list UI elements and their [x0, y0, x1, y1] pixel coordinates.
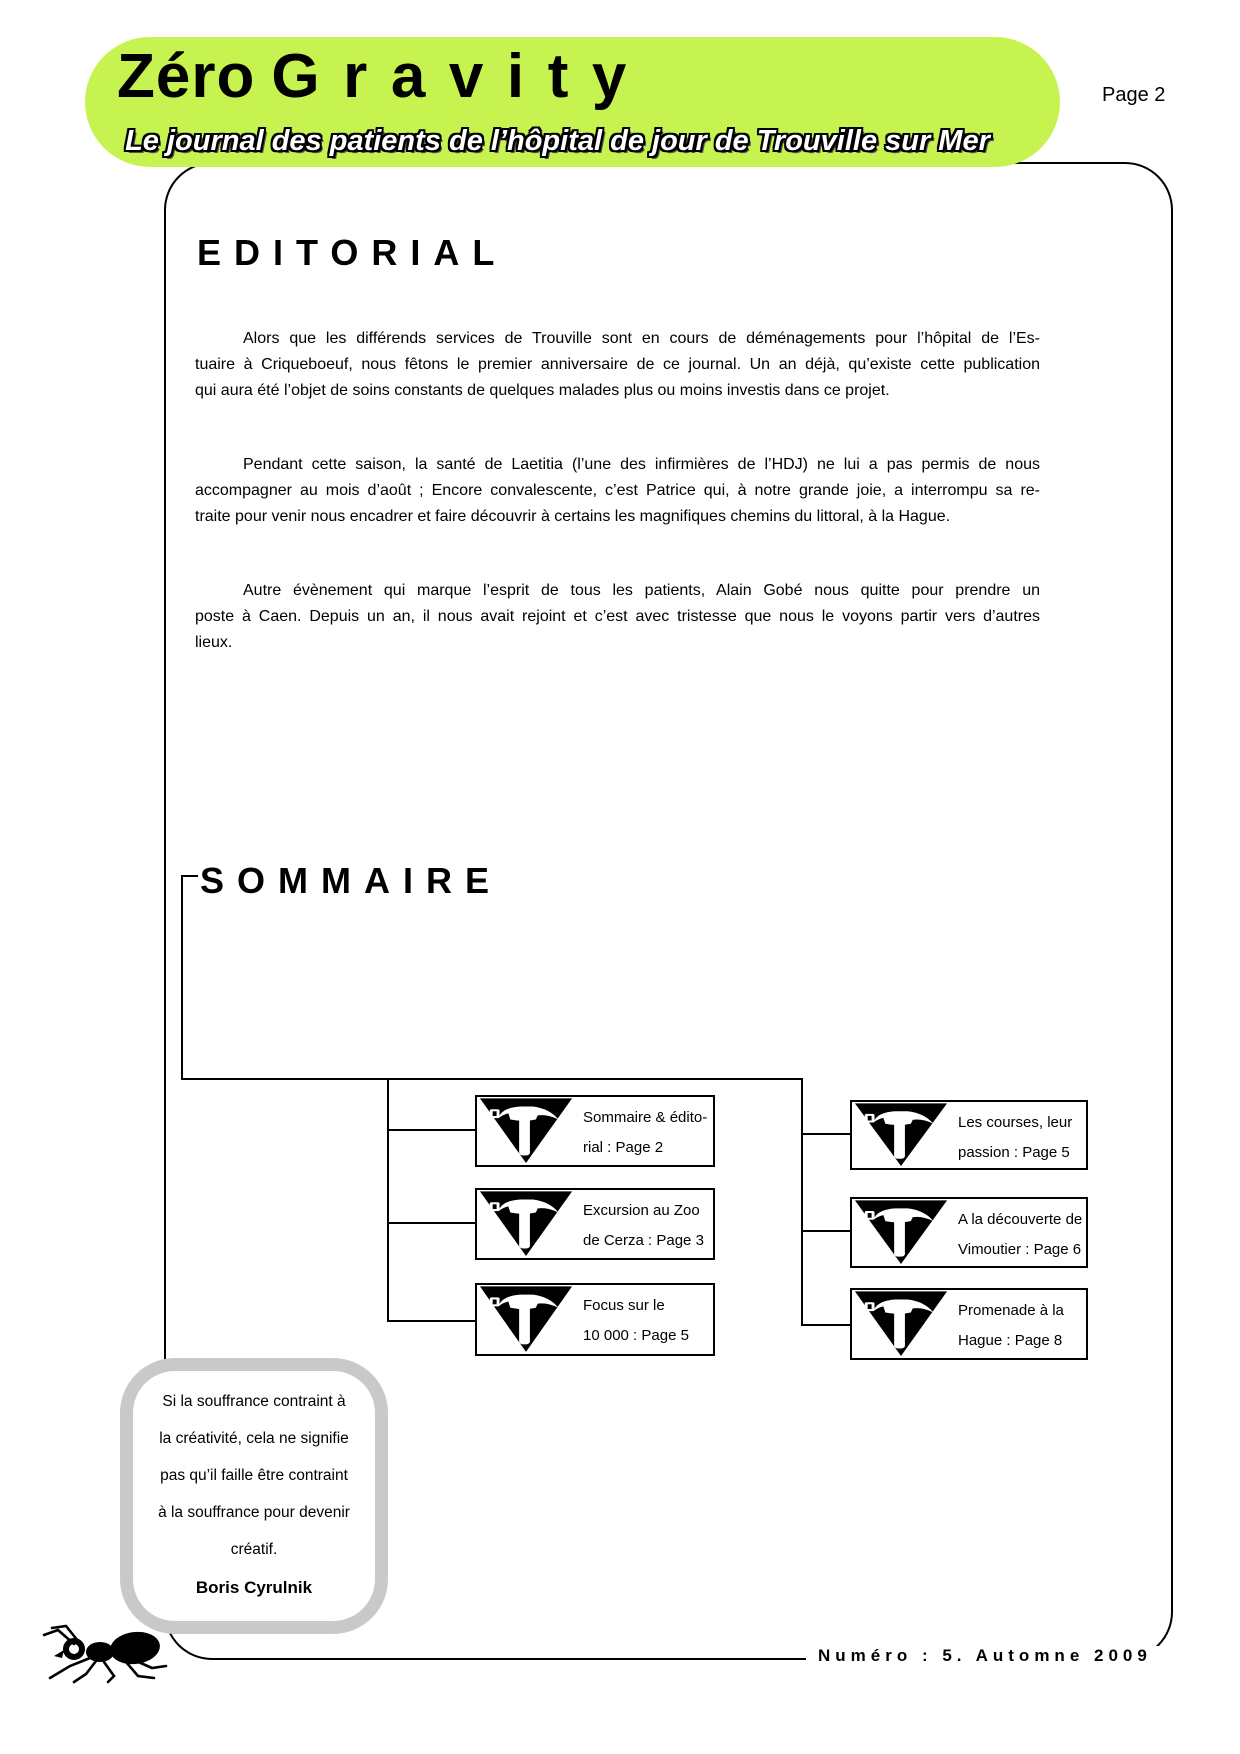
- header-banner: [85, 37, 1060, 167]
- sommaire-item-label: Sommaire & édito-: [583, 1109, 708, 1126]
- sommaire-item: [475, 1283, 715, 1356]
- hammer-icon: [477, 1285, 575, 1354]
- connector-line: [181, 875, 183, 1080]
- connector-line: [181, 875, 198, 877]
- paragraph-line: accompagner au mois d’août ; Encore convalescente, c’est Patrice qui, à notre grande joie, a interrompu sa re-: [195, 482, 1040, 499]
- editorial-paragraph: [195, 326, 1040, 404]
- hammer-icon: [477, 1190, 575, 1258]
- ant-icon: [38, 1618, 174, 1686]
- paragraph-line: qui aura été l’objet de soins constants de quelques malades plus ou moins investis dans ce projet.: [195, 382, 890, 399]
- connector-line: [801, 1133, 852, 1135]
- connector-line: [801, 1324, 852, 1326]
- sommaire-item: [475, 1095, 715, 1167]
- connector-line: [181, 1078, 803, 1080]
- editorial-paragraph: [195, 452, 1040, 530]
- sommaire-item-page: Hague : Page 8: [958, 1332, 1063, 1349]
- connector-line: [387, 1222, 477, 1224]
- paragraph-line: poste à Caen. Depuis un an, il nous avait rejoint et c’est avec tristesse que nous le voyons partir vers d’autres: [195, 608, 1040, 625]
- sommaire-item-page: rial : Page 2: [583, 1139, 664, 1156]
- paragraph-line: tuaire à Criqueboeuf, nous fêtons le premier anniversaire de ce journal. Un an déjà, qu’existe cette publication: [195, 356, 1040, 373]
- paragraph-line: Pendant cette saison, la santé de Laetitia (l’une des infirmières de l’HDJ) ne lui a pas permis de nous: [243, 456, 1040, 473]
- quote-line: pas qu’il faille être contraint: [160, 1467, 348, 1484]
- quote-line: créatif.: [230, 1541, 278, 1558]
- newsletter-subtitle: Le journal des patients de l’hôpital de jour de Trouville sur Mer: [125, 125, 990, 157]
- sommaire-item: [850, 1288, 1088, 1360]
- page-number: Page 2: [1102, 84, 1166, 106]
- connector-line: [801, 1078, 803, 1326]
- paragraph-line: traite pour venir nous encadrer et faire découvrir à certains les magnifiques chemins du littoral, à la Hague.: [195, 508, 951, 525]
- paragraph-line: lieux.: [195, 634, 233, 651]
- sommaire-item: [850, 1197, 1088, 1268]
- quote-line: à la souffrance pour devenir: [158, 1504, 350, 1521]
- sommaire-item-label: Focus sur le: [583, 1297, 665, 1314]
- sommaire-item-label: Excursion au Zoo: [583, 1202, 700, 1219]
- issue-label: Numéro : 5. Automne 2009: [806, 1646, 1164, 1666]
- title-word-gravity: Gravity: [271, 42, 650, 111]
- sommaire-heading: SOMMAIRE: [200, 860, 502, 901]
- quote-box: [120, 1358, 388, 1634]
- connector-line: [801, 1230, 852, 1232]
- connector-line: [387, 1078, 389, 1322]
- quote-line: Si la souffrance contraint à: [162, 1393, 346, 1410]
- hammer-icon: [477, 1097, 575, 1165]
- sommaire-item-page: passion : Page 5: [958, 1144, 1070, 1161]
- sommaire-item-label: Les courses, leur: [958, 1114, 1073, 1131]
- connector-line: [387, 1320, 477, 1322]
- sommaire-item-label: A la découverte de: [958, 1211, 1083, 1228]
- sommaire-item: [850, 1100, 1088, 1170]
- sommaire-item-page: 10 000 : Page 5: [583, 1327, 689, 1344]
- hammer-icon: [852, 1290, 950, 1358]
- paragraph-line: Autre évènement qui marque l’esprit de tous les patients, Alain Gobé nous quitte pour prendre un: [243, 582, 1040, 599]
- quote-author: Boris Cyrulnik: [195, 1578, 313, 1597]
- editorial-paragraph: [195, 578, 1040, 656]
- editorial-heading: EDITORIAL: [197, 232, 508, 273]
- sommaire-item-label: Promenade à la: [958, 1302, 1064, 1319]
- hammer-icon: [852, 1199, 950, 1266]
- sommaire-item-page: de Cerza : Page 3: [583, 1232, 704, 1249]
- newsletter-title: [117, 41, 650, 112]
- hammer-icon: [852, 1102, 950, 1168]
- sommaire-item-page: Vimoutier : Page 6: [958, 1241, 1082, 1258]
- title-word-zero: Zéro: [117, 42, 256, 111]
- connector-line: [387, 1129, 477, 1131]
- paragraph-line: Alors que les différends services de Trouville sont en cours de déménagements pour l’hôpital de l’Es-: [243, 330, 1040, 347]
- quote-line: la créativité, cela ne signifie: [159, 1430, 349, 1447]
- sommaire-item: [475, 1188, 715, 1260]
